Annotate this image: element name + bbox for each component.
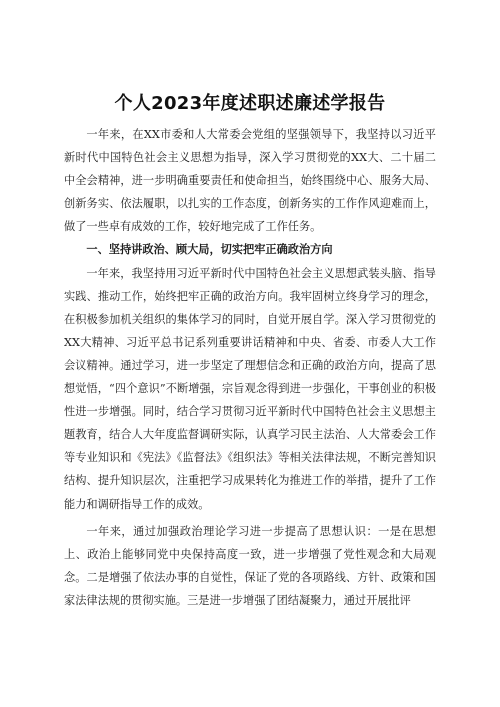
document-title: 个人2023年度述职述廉述学报告: [114, 93, 386, 114]
intro-paragraph: 一年来，在XX市委和人大常委会党组的坚强领导下，我坚持以习近平新时代中国特色社会主义思想为指导，深入学习贯彻党的XX大、二十届二中全会精神，进一步明确重要责任和使命担当，始终围绕中心、服务大局、创新务实、依法履职，以扎实的工作态度，创新务实的工作作风迎难而上，做了一些卓有成效的工作，较好地完成了工作任务。: [64, 128, 436, 234]
section-1-paragraph-1: 一年来，我坚持用习近平新时代中国特色社会主义思想武装头脑、指导实践、推动工作，始终把牢正确的政治方向。我牢固树立终身学习的理念，在积极参加机关组织的集体学习的同时，自觉开展自学。深入学习贯彻党的XX大精神、习近平总书记系列重要讲话精神和中央、省委、市委人大工作会议精神。通过学习，进一步坚定了理想信念和正确的政治方向，提高了思想觉悟，“四个意识”不断增强，宗旨观念得到进一步强化，干事创业的积极性进一步增强。同时，结合学习贯彻习近平新时代中国特色社会主义思想主题教育，结合人大年度监督调研实际，认真学习民主法治、人大常委会工作等专业知识和《宪法》《监督法》《组织法》等相关法律法规，不断完善知识结构、提升知识层次，注重把学习成果转化为推进工作的举措，提升了工作能力和调研指导工作的成效。: [64, 266, 436, 511]
section-1-paragraph-2: 一年来，通过加强政治理论学习进一步提高了思想认识：一是在思想上、政治上能够同党中央保持高度一致，进一步增强了党性观念和大局观念。二是增强了依法办事的自觉性，保证了党的各项路线、方针、政策和国家法律法规的贯彻实施。三是进一步增强了团结凝聚力，通过开展批评: [64, 524, 436, 607]
section-heading-1: 一、坚持讲政治、顾大局，切实把牢正确政治方向: [86, 243, 333, 257]
